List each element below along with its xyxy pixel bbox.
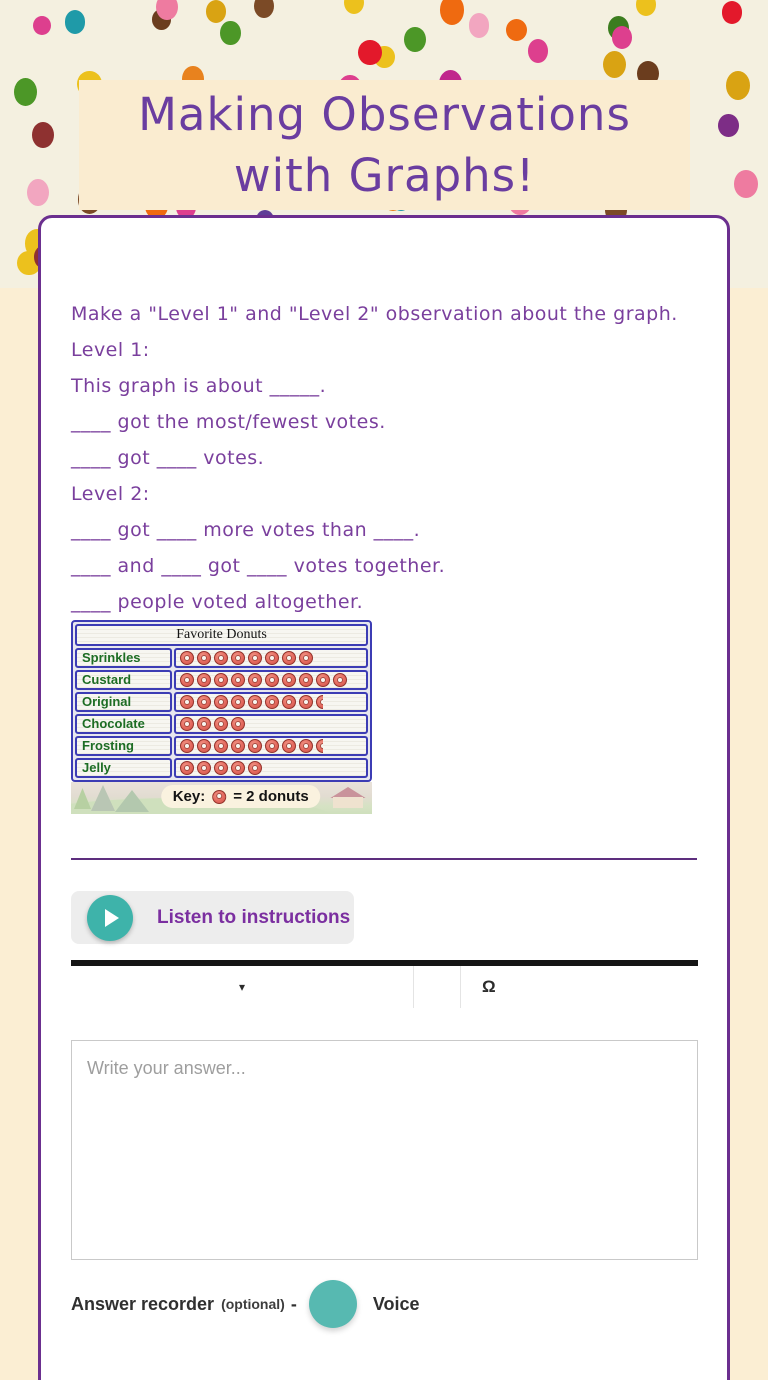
donut-icon bbox=[299, 673, 313, 687]
donut-icon bbox=[282, 739, 296, 753]
donut-icon bbox=[197, 651, 211, 665]
pictograph-icon-cell bbox=[174, 648, 368, 668]
confetti-dot bbox=[33, 16, 51, 35]
donut-icon bbox=[180, 761, 194, 775]
prompt-line: This graph is about _____. bbox=[71, 375, 327, 397]
listen-button-label: Listen to instructions bbox=[157, 906, 351, 928]
donut-icon bbox=[299, 739, 313, 753]
prompt-line: Level 1: bbox=[71, 339, 150, 361]
donut-icon bbox=[197, 695, 211, 709]
pictograph-row bbox=[75, 670, 368, 690]
omega-icon: Ω bbox=[482, 977, 496, 996]
half-donut-icon bbox=[316, 739, 323, 753]
donut-icon bbox=[248, 673, 262, 687]
confetti-dot bbox=[65, 10, 86, 34]
confetti-dot bbox=[220, 21, 241, 46]
confetti-dot bbox=[603, 51, 627, 79]
paragraph-style-dropdown[interactable] bbox=[71, 966, 414, 1008]
prompt-line: ____ people voted altogether. bbox=[71, 591, 364, 613]
section-divider bbox=[71, 858, 697, 860]
pictograph-icon-cell bbox=[174, 758, 368, 778]
confetti-dot bbox=[14, 78, 37, 106]
confetti-dot bbox=[506, 19, 527, 41]
donut-icon bbox=[282, 673, 296, 687]
donut-icon bbox=[299, 695, 313, 709]
pictograph-row bbox=[75, 692, 368, 712]
pictograph-category-label: Jelly bbox=[75, 758, 172, 778]
house-graphic bbox=[333, 797, 363, 808]
worksheet-card bbox=[38, 215, 730, 1380]
tree-graphic bbox=[91, 785, 115, 811]
prompt-line: ____ got ____ votes. bbox=[71, 447, 265, 469]
confetti-dot bbox=[440, 0, 464, 25]
answer-recorder-label: Answer recorder bbox=[71, 1293, 215, 1314]
donut-icon bbox=[214, 673, 228, 687]
key-value: = 2 donuts bbox=[233, 788, 309, 805]
confetti-dot bbox=[734, 170, 758, 198]
pictograph-category-label: Chocolate bbox=[75, 714, 172, 734]
pictograph-category-label: Custard bbox=[75, 670, 172, 690]
pictograph-title: Favorite Donuts bbox=[75, 624, 368, 646]
confetti-dot bbox=[156, 0, 178, 20]
confetti-dot bbox=[612, 26, 632, 49]
page-title-line2: with Graphs! bbox=[233, 149, 536, 202]
donut-icon bbox=[248, 651, 262, 665]
donut-icon bbox=[265, 739, 279, 753]
confetti-dot bbox=[722, 1, 742, 23]
donut-icon bbox=[248, 695, 262, 709]
donut-icon bbox=[197, 717, 211, 731]
donut-icon bbox=[214, 717, 228, 731]
donut-icon bbox=[265, 695, 279, 709]
pictograph-category-label: Sprinkles bbox=[75, 648, 172, 668]
pictograph-icon-cell bbox=[174, 736, 368, 756]
confetti-dot bbox=[636, 0, 656, 16]
prompt-line: Make a "Level 1" and "Level 2" observation about the graph. bbox=[71, 303, 678, 325]
editor-toolbar bbox=[71, 960, 698, 1040]
donut-icon bbox=[197, 673, 211, 687]
donut-icon bbox=[231, 761, 245, 775]
pictograph-footer bbox=[71, 782, 372, 814]
confetti-dot bbox=[32, 122, 54, 149]
pictograph-row bbox=[75, 758, 368, 778]
donut-icon bbox=[180, 651, 194, 665]
confetti-dot bbox=[344, 0, 364, 14]
donut-icon bbox=[316, 673, 330, 687]
donut-icon bbox=[197, 739, 211, 753]
pictograph-row bbox=[75, 736, 368, 756]
donut-icon bbox=[231, 651, 245, 665]
donut-icon bbox=[180, 673, 194, 687]
donut-icon bbox=[265, 673, 279, 687]
donut-icon bbox=[197, 761, 211, 775]
donut-icon bbox=[282, 695, 296, 709]
pictograph-rows bbox=[75, 648, 368, 778]
donut-icon bbox=[282, 651, 296, 665]
confetti-dot bbox=[206, 0, 227, 23]
confetti-dot bbox=[404, 27, 426, 53]
donut-icon bbox=[265, 651, 279, 665]
dash-separator: - bbox=[290, 1293, 297, 1314]
donut-icon bbox=[231, 717, 245, 731]
chevron-down-icon: ▾ bbox=[238, 980, 246, 994]
prompt-line: ____ and ____ got ____ votes together. bbox=[71, 555, 446, 577]
donut-icon bbox=[299, 651, 313, 665]
answer-recorder-row bbox=[71, 1280, 697, 1328]
answer-input[interactable] bbox=[71, 1040, 698, 1260]
donut-icon bbox=[316, 695, 323, 709]
pictograph-category-label: Original bbox=[75, 692, 172, 712]
prompt-block bbox=[71, 296, 697, 620]
donut-icon bbox=[180, 717, 194, 731]
pictograph-icon-cell bbox=[174, 714, 368, 734]
toolbar-spacer bbox=[414, 966, 461, 1008]
pictograph-key bbox=[161, 785, 321, 808]
tree-graphic bbox=[74, 788, 91, 809]
donut-icon bbox=[231, 739, 245, 753]
prompt-line: Level 2: bbox=[71, 483, 150, 505]
confetti-dot bbox=[254, 0, 274, 18]
donut-icon bbox=[212, 790, 226, 804]
pictograph-row bbox=[75, 714, 368, 734]
title-banner bbox=[79, 80, 690, 210]
donut-icon bbox=[214, 761, 228, 775]
special-characters-button[interactable] bbox=[461, 966, 496, 1008]
pictograph-icon-cell bbox=[174, 692, 368, 712]
donut-icon bbox=[248, 761, 262, 775]
donut-icon bbox=[214, 695, 228, 709]
pictograph-row bbox=[75, 648, 368, 668]
pictograph-category-label: Frosting bbox=[75, 736, 172, 756]
confetti-dot bbox=[528, 39, 548, 63]
donut-icon bbox=[333, 673, 347, 687]
favorite-donuts-pictograph bbox=[71, 620, 372, 814]
donut-icon bbox=[180, 739, 194, 753]
voice-label: Voice bbox=[372, 1293, 420, 1314]
pictograph-icon-cell bbox=[174, 670, 368, 690]
pictograph-chart bbox=[71, 620, 372, 782]
voice-record-button[interactable] bbox=[309, 1280, 357, 1328]
page-title-line1: Making Observations bbox=[138, 88, 631, 141]
listen-to-instructions-button[interactable] bbox=[71, 891, 354, 944]
donut-icon bbox=[180, 695, 194, 709]
confetti-dot bbox=[726, 71, 750, 100]
donut-icon bbox=[214, 651, 228, 665]
prompt-line: ____ got the most/fewest votes. bbox=[71, 411, 386, 433]
confetti-dot bbox=[718, 114, 739, 138]
play-icon bbox=[87, 895, 133, 941]
donut-icon bbox=[248, 739, 262, 753]
half-donut-icon bbox=[316, 695, 323, 709]
donut-icon bbox=[316, 739, 323, 753]
key-label: Key: bbox=[172, 788, 206, 805]
donut-icon bbox=[231, 673, 245, 687]
prompt-line: ____ got ____ more votes than ____. bbox=[71, 519, 421, 541]
confetti-dot bbox=[27, 179, 49, 206]
donut-icon bbox=[214, 739, 228, 753]
confetti-dot bbox=[358, 40, 382, 66]
confetti-dot bbox=[469, 13, 490, 38]
optional-note: (optional) bbox=[221, 1296, 285, 1312]
donut-icon bbox=[231, 695, 245, 709]
